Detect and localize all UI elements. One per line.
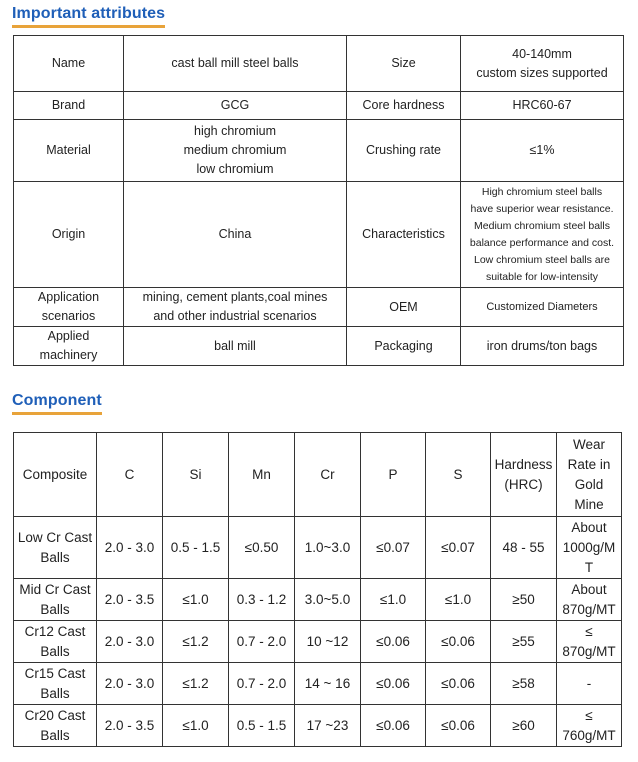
cell-wear-rate: About 1000g/M T (557, 517, 622, 579)
attr-label-core-hardness: Core hardness (347, 92, 461, 120)
attr-label-characteristics: Characteristics (347, 182, 461, 288)
cell-c: 2.0 - 3.5 (97, 579, 163, 621)
cell-cr: 10 ~12 (295, 621, 361, 663)
section-title-text: Important attributes (12, 5, 166, 22)
cell-p: ≤0.06 (361, 705, 426, 747)
section-title-component (12, 392, 102, 410)
table-row (14, 92, 624, 120)
cell-composite: Low Cr Cast Balls (14, 517, 97, 579)
attr-label-brand: Brand (14, 92, 124, 120)
attr-value-machinery: ball mill (124, 327, 347, 366)
table-row (14, 663, 622, 705)
attr-value-oem: Customized Diameters (461, 288, 624, 327)
cell-mn: ≤0.50 (229, 517, 295, 579)
cell-hardness: ≥60 (491, 705, 557, 747)
header-si: Si (163, 433, 229, 517)
attr-label-size: Size (347, 36, 461, 92)
attr-label-crushing-rate: Crushing rate (347, 120, 461, 182)
attr-value-crushing-rate: ≤1% (461, 120, 624, 182)
section-title-text: Component (12, 392, 102, 409)
cell-p: ≤0.07 (361, 517, 426, 579)
table-row (14, 579, 622, 621)
attr-label-origin: Origin (14, 182, 124, 288)
attr-label-name: Name (14, 36, 124, 92)
header-cr: Cr (295, 433, 361, 517)
cell-p: ≤0.06 (361, 663, 426, 705)
attr-value-core-hardness: HRC60-67 (461, 92, 624, 120)
title-underline (12, 412, 102, 415)
component-table (13, 432, 622, 747)
cell-hardness: 48 - 55 (491, 517, 557, 579)
section-title-attributes (12, 5, 165, 23)
cell-mn: 0.7 - 2.0 (229, 663, 295, 705)
attr-value-application: mining, cement plants,coal mines and other industrial scenarios (124, 288, 347, 327)
cell-cr: 14 ~ 16 (295, 663, 361, 705)
cell-cr: 3.0~5.0 (295, 579, 361, 621)
cell-s: ≤0.07 (426, 517, 491, 579)
cell-c: 2.0 - 3.0 (97, 517, 163, 579)
cell-cr: 17 ~23 (295, 705, 361, 747)
header-c: C (97, 433, 163, 517)
cell-mn: 0.7 - 2.0 (229, 621, 295, 663)
attributes-table (13, 35, 624, 366)
attr-value-packaging: iron drums/ton bags (461, 327, 624, 366)
attr-value-brand: GCG (124, 92, 347, 120)
cell-mn: 0.3 - 1.2 (229, 579, 295, 621)
attr-value-material: high chromium medium chromium low chromium (124, 120, 347, 182)
header-s: S (426, 433, 491, 517)
cell-hardness: ≥50 (491, 579, 557, 621)
cell-wear-rate: About 870g/MT (557, 579, 622, 621)
cell-wear-rate: ≤ 760g/MT (557, 705, 622, 747)
table-header-row (14, 433, 622, 517)
cell-s: ≤0.06 (426, 705, 491, 747)
cell-mn: 0.5 - 1.5 (229, 705, 295, 747)
cell-s: ≤1.0 (426, 579, 491, 621)
cell-c: 2.0 - 3.0 (97, 621, 163, 663)
table-row (14, 120, 624, 182)
cell-c: 2.0 - 3.5 (97, 705, 163, 747)
cell-composite: Mid Cr Cast Balls (14, 579, 97, 621)
cell-si: ≤1.0 (163, 579, 229, 621)
table-row (14, 288, 624, 327)
cell-p: ≤1.0 (361, 579, 426, 621)
attr-value-name: cast ball mill steel balls (124, 36, 347, 92)
cell-si: ≤1.2 (163, 663, 229, 705)
table-row (14, 36, 624, 92)
cell-wear-rate: ≤ 870g/MT (557, 621, 622, 663)
cell-s: ≤0.06 (426, 663, 491, 705)
cell-si: ≤1.2 (163, 621, 229, 663)
title-underline (12, 25, 165, 28)
attr-label-machinery: Applied machinery (14, 327, 124, 366)
cell-si: 0.5 - 1.5 (163, 517, 229, 579)
cell-hardness: ≥58 (491, 663, 557, 705)
header-hardness: Hardness (HRC) (491, 433, 557, 517)
table-row (14, 705, 622, 747)
attr-label-application: Application scenarios (14, 288, 124, 327)
attr-label-packaging: Packaging (347, 327, 461, 366)
header-mn: Mn (229, 433, 295, 517)
cell-hardness: ≥55 (491, 621, 557, 663)
cell-s: ≤0.06 (426, 621, 491, 663)
attr-value-origin: China (124, 182, 347, 288)
table-row (14, 327, 624, 366)
cell-composite: Cr12 Cast Balls (14, 621, 97, 663)
cell-c: 2.0 - 3.0 (97, 663, 163, 705)
table-row (14, 517, 622, 579)
attr-value-size: 40-140mm custom sizes supported (461, 36, 624, 92)
cell-wear-rate: - (557, 663, 622, 705)
header-wear-rate: Wear Rate in Gold Mine (557, 433, 622, 517)
cell-si: ≤1.0 (163, 705, 229, 747)
table-row (14, 621, 622, 663)
header-p: P (361, 433, 426, 517)
cell-composite: Cr15 Cast Balls (14, 663, 97, 705)
cell-composite: Cr20 Cast Balls (14, 705, 97, 747)
cell-cr: 1.0~3.0 (295, 517, 361, 579)
attr-label-oem: OEM (347, 288, 461, 327)
table-row (14, 182, 624, 288)
attr-value-characteristics: High chromium steel balls have superior wear resistance. Medium chromium steel balls balance performance and cost. Low chromium steel balls are suitable for low-intensity (461, 182, 624, 288)
header-composite: Composite (14, 433, 97, 517)
attr-label-material: Material (14, 120, 124, 182)
cell-p: ≤0.06 (361, 621, 426, 663)
